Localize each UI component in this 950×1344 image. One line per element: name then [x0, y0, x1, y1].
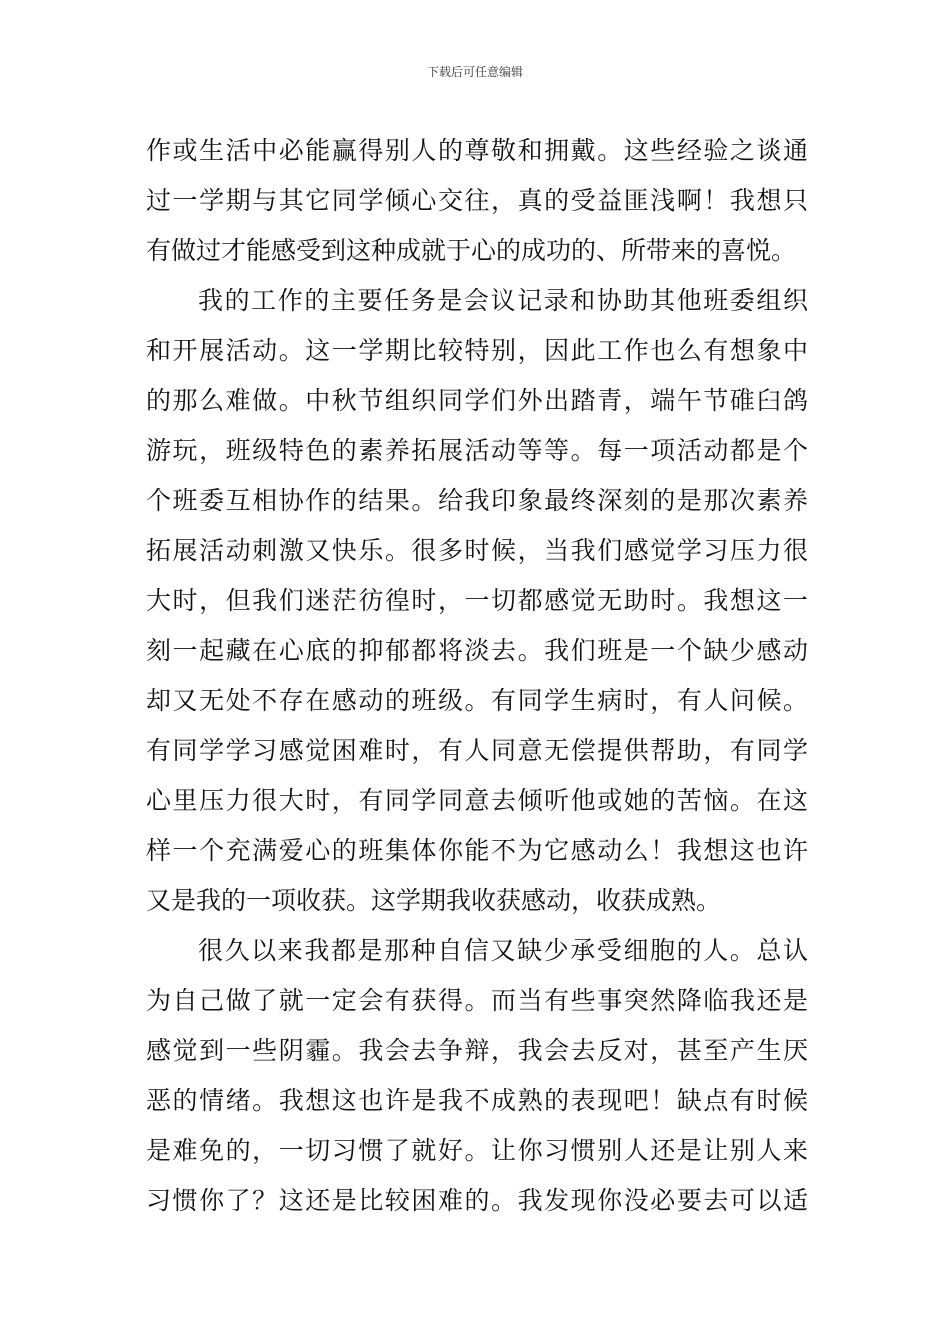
text-line: 过一学期与其它同学倾心交往，真的受益匪浅啊！我想只 [146, 186, 808, 215]
paragraph-2 [146, 276, 808, 926]
text-line: 感觉到一些阴霾。我会去争辩，我会去反对，甚至产生厌 [146, 1036, 808, 1065]
text-line: 我的工作的主要任务是会议记录和协助其他班委组织 [198, 286, 808, 315]
text-line: 心里压力很大时，有同学同意去倾听他或她的苦恼。在这 [146, 786, 808, 815]
text-line: 和开展活动。这一学期比较特别，因此工作也么有想象中 [146, 336, 808, 365]
text-line: 作或生活中必能赢得别人的尊敬和拥戴。这些经验之谈通 [146, 136, 808, 165]
text-line: 样一个充满爱心的班集体你能不为它感动么！我想这也许 [146, 836, 808, 865]
text-line: 个班委互相协作的结果。给我印象最终深刻的是那次素养 [146, 486, 808, 515]
text-line: 恶的情绪。我想这也许是我不成熟的表现吧！缺点有时候 [146, 1086, 808, 1115]
text-line: 为自己做了就一定会有获得。而当有些事突然降临我还是 [146, 986, 808, 1015]
text-line: 是难免的，一切习惯了就好。让你习惯别人还是让别人来 [146, 1136, 808, 1165]
paragraph-1 [146, 126, 808, 276]
page-header: 下载后可任意编辑 [426, 65, 523, 79]
text-line: 有做过才能感受到这种成就于心的成功的、所带来的喜悦。 [146, 236, 797, 265]
text-line: 大时，但我们迷茫彷徨时，一切都感觉无助时。我想这一 [146, 586, 808, 615]
text-line: 的那么难做。中秋节组织同学们外出踏青，端午节碓臼鸽 [146, 386, 808, 415]
text-line: 有同学学习感觉困难时，有人同意无偿提供帮助，有同学 [146, 736, 808, 765]
text-line: 又是我的一项收获。这学期我收获感动，收获成熟。 [146, 886, 722, 915]
text-line: 习惯你了？这还是比较困难的。我发现你没必要去可以适 [146, 1186, 808, 1215]
text-line: 游玩，班级特色的素养拓展活动等等。每一项活动都是个 [146, 436, 808, 465]
text-line: 很久以来我都是那种自信又缺少承受细胞的人。总认 [198, 936, 808, 965]
text-line: 刻一起藏在心底的抑郁都将淡去。我们班是一个缺少感动 [146, 636, 808, 665]
document-body [146, 126, 808, 1226]
paragraph-3 [146, 926, 808, 1226]
text-line: 却又无处不存在感动的班级。有同学生病时，有人问候。 [146, 686, 808, 715]
text-line: 拓展活动刺激又快乐。很多时候，当我们感觉学习压力很 [146, 536, 808, 565]
